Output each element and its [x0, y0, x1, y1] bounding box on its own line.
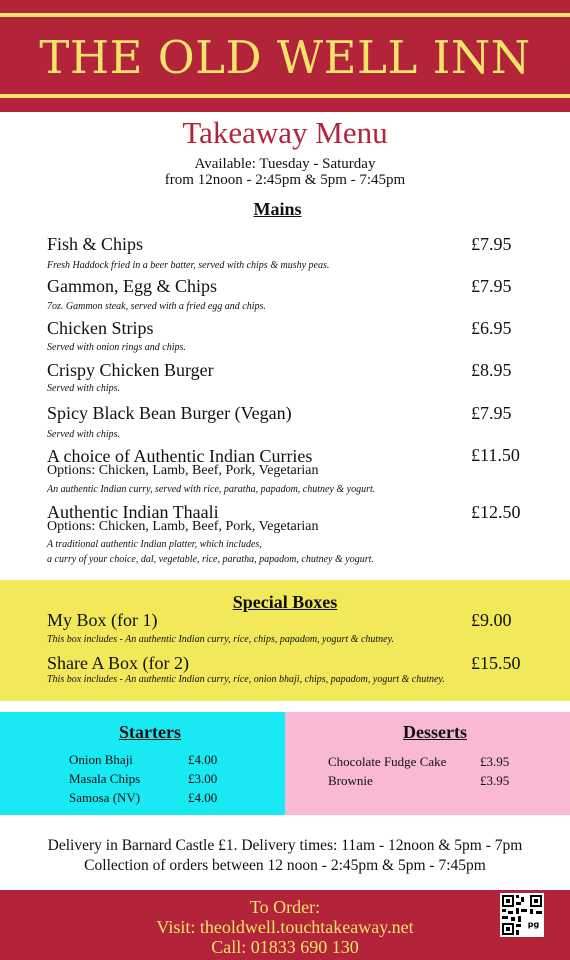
order-website-link[interactable]: Visit: theoldwell.touchtakeaway.net — [156, 917, 414, 937]
main-item-name: Authentic Indian Thaali — [47, 502, 219, 522]
main-item-options: Options: Chicken, Lamb, Beef, Pork, Vegetarian — [47, 519, 319, 534]
starter-name: Samosa (NV) — [69, 790, 141, 805]
main-item-description: Fresh Haddock fried in a beer batter, served with chips & mushy peas. — [47, 260, 330, 271]
main-item-price: £7.95 — [471, 234, 512, 254]
main-item-name: Gammon, Egg & Chips — [47, 276, 217, 296]
main-item-price: £12.50 — [471, 502, 521, 522]
starters-heading: Starters — [119, 722, 181, 742]
collection-info: Collection of orders between 12 noon - 2:45pm & 5pm - 7:45pm — [84, 857, 486, 874]
special-item-price: £9.00 — [471, 610, 512, 630]
main-item-name: A choice of Authentic Indian Curries — [47, 446, 313, 466]
starter-price: £4.00 — [188, 790, 218, 805]
main-item-price: £11.50 — [471, 445, 520, 465]
delivery-info: Delivery in Barnard Castle £1. Delivery times: 11am - 12noon & 5pm - 7pm — [47, 837, 523, 854]
main-item-description: Served with onion rings and chips. — [47, 342, 186, 353]
main-item-name: Spicy Black Bean Burger (Vegan) — [47, 403, 292, 423]
dessert-price: £3.95 — [480, 773, 510, 788]
starter-name: Masala Chips — [69, 771, 141, 786]
main-item-description: 7oz. Gammon steak, served with a fried egg and chips. — [47, 301, 266, 312]
order-phone[interactable]: Call: 01833 690 130 — [211, 937, 359, 957]
main-item-name: Fish & Chips — [47, 234, 144, 254]
special-item-description: This box includes - An authentic Indian curry, rice, onion bhaji, chips, papadom, yogurt & chutney. — [47, 674, 445, 685]
starter-name: Onion Bhaji — [69, 752, 133, 767]
main-item-price: £6.95 — [471, 318, 512, 338]
main-item-name: Chicken Strips — [47, 318, 154, 338]
to-order-label: To Order: — [249, 897, 321, 917]
main-item-description: Served with chips. — [47, 429, 121, 440]
special-item-name: My Box (for 1) — [47, 610, 158, 630]
restaurant-title: THE OLD WELL INN — [39, 31, 531, 84]
qr-badge: pg — [525, 916, 542, 933]
special-item-name: Share A Box (for 2) — [47, 653, 189, 673]
main-item-price: £7.95 — [471, 403, 512, 423]
main-item-options: Options: Chicken, Lamb, Beef, Pork, Vegetarian — [47, 463, 319, 478]
desserts-heading: Desserts — [403, 722, 467, 742]
starter-price: £3.00 — [188, 771, 218, 786]
mains-heading: Mains — [253, 199, 302, 219]
header-bottom-stripe — [0, 94, 570, 98]
main-item-description: Served with chips. — [47, 383, 121, 394]
main-item-price: £7.95 — [471, 276, 512, 296]
main-item-name: Crispy Chicken Burger — [47, 360, 214, 380]
special-item-description: This box includes - An authentic Indian curry, rice, chips, papadom, yogurt & chutney. — [47, 634, 394, 645]
menu-subtitle: Takeaway Menu — [182, 115, 388, 150]
availability-days: Available: Tuesday - Saturday — [194, 156, 376, 172]
main-item-price: £8.95 — [471, 360, 512, 380]
main-item-description: A traditional authentic Indian platter, which includes, — [47, 539, 262, 550]
starter-price: £4.00 — [188, 752, 218, 767]
dessert-name: Brownie — [328, 773, 373, 788]
main-item-description: An authentic Indian curry, served with rice, paratha, papadom, chutney & yogurt. — [47, 484, 376, 495]
special-boxes-heading: Special Boxes — [232, 592, 338, 612]
dessert-price: £3.95 — [480, 754, 510, 769]
header-top-stripe — [0, 13, 570, 17]
availability-hours: from 12noon - 2:45pm & 5pm - 7:45pm — [164, 172, 406, 188]
main-item-description: a curry of your choice, dal, vegetable, rice, paratha, papadom, chutney & yogurt. — [47, 554, 374, 565]
special-item-price: £15.50 — [471, 653, 521, 673]
dessert-name: Chocolate Fudge Cake — [328, 754, 447, 769]
